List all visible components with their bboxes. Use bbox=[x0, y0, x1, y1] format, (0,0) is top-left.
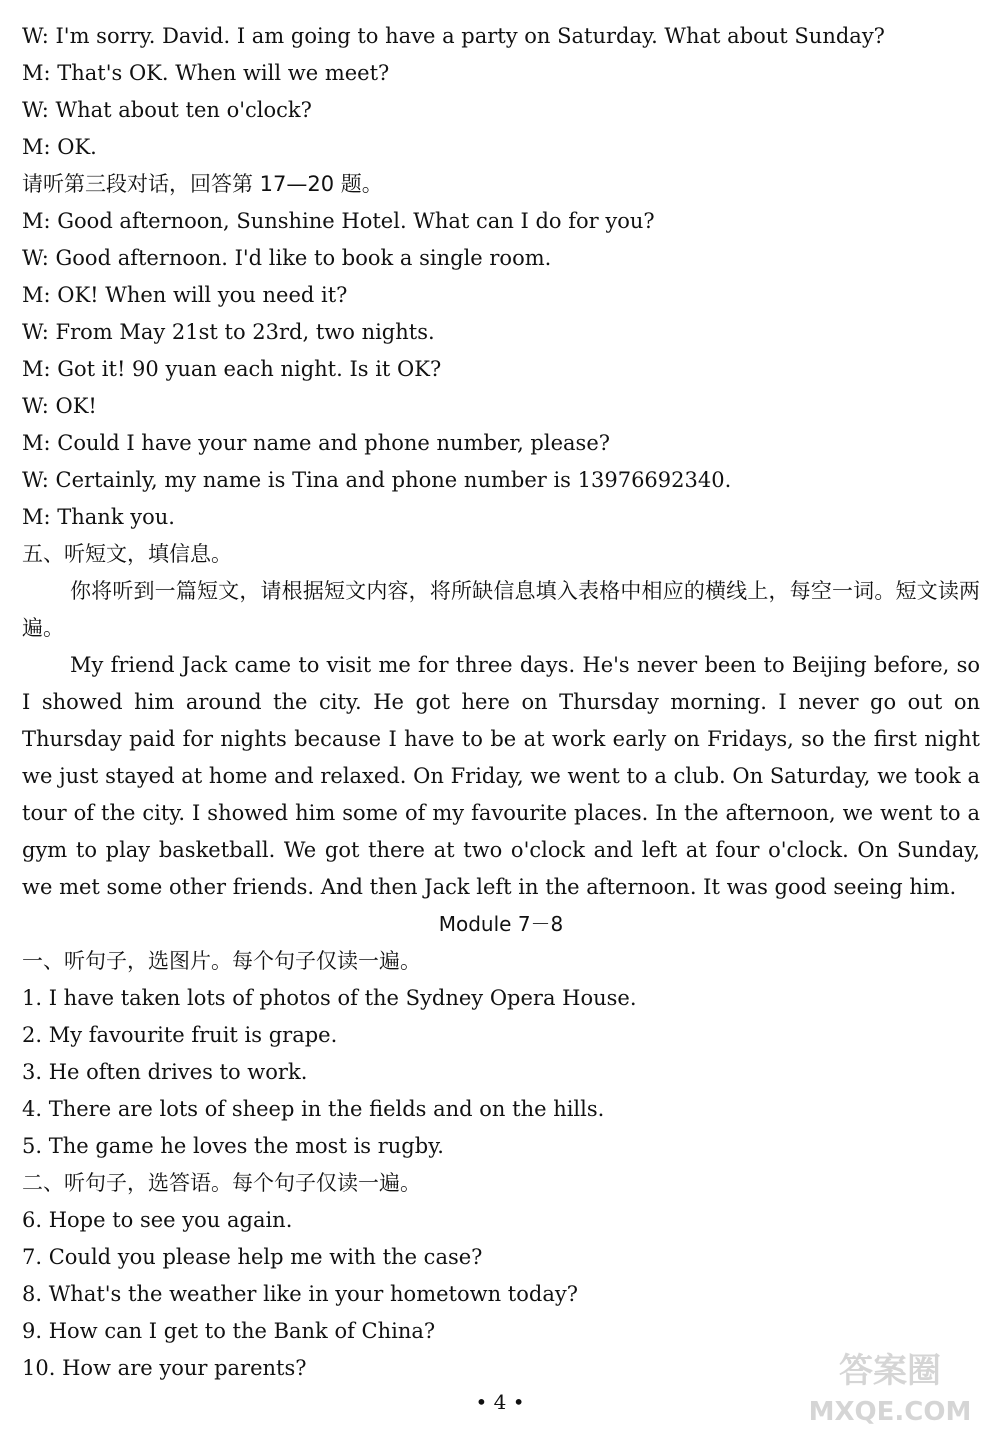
list-item: 1. I have taken lots of photos of the Sydney Opera House. bbox=[22, 986, 637, 1010]
dialogue-line: M: Good afternoon, Sunshine Hotel. What can I do for you? bbox=[22, 209, 655, 233]
section3-heading: 请听第三段对话，回答第 17—20 题。 bbox=[22, 172, 383, 196]
list-item: 7. Could you please help me with the case? bbox=[22, 1245, 483, 1269]
list-item: 9. How can I get to the Bank of China? bbox=[22, 1319, 436, 1343]
document-page bbox=[22, 18, 980, 1387]
dialogue-line: W: OK! bbox=[22, 394, 97, 418]
page-number: • 4 • bbox=[475, 1390, 525, 1414]
dialogue-line: M: OK! When will you need it? bbox=[22, 283, 348, 307]
list-item: 10. How are your parents? bbox=[22, 1356, 307, 1380]
watermark-logo bbox=[790, 1340, 990, 1430]
dialogue-line: M: That's OK. When will we meet? bbox=[22, 61, 390, 85]
dialogue-1 bbox=[22, 18, 980, 166]
list-item: 8. What's the weather like in your hometown today? bbox=[22, 1282, 578, 1306]
part1-heading: 一、听句子，选图片。每个句子仅读一遍。 bbox=[22, 949, 421, 973]
dialogue-line: M: Thank you. bbox=[22, 505, 175, 529]
part2-heading: 二、听句子，选答语。每个句子仅读一遍。 bbox=[22, 1171, 421, 1195]
part5-heading: 五、听短文，填信息。 bbox=[22, 542, 232, 566]
dialogue-line: M: OK. bbox=[22, 135, 97, 159]
dialogue-3 bbox=[22, 203, 980, 536]
dialogue-line: W: From May 21st to 23rd, two nights. bbox=[22, 320, 435, 344]
list-item: 3. He often drives to work. bbox=[22, 1060, 308, 1084]
watermark-bottom-text: MXQE.COM bbox=[808, 1397, 972, 1427]
watermark-top-text: 答案圈 bbox=[839, 1351, 941, 1391]
part5-passage: My friend Jack came to visit me for three days. He's never been to Beijing before, so I showed him around the city. He got here on Thursday morning. I never go out on Thursday paid for nights because I have to be at work early on Fridays, so the first night we just stayed at home and relaxed. On Friday, we went to a club. On Saturday, we took a tour of the city. I showed him some of my favourite places. In the afternoon, we went to a gym to play basketball. We got there at two o'clock and left at four o'clock. On Sunday, we met some other friends. And then Jack left in the afternoon. It was good seeing him. bbox=[22, 653, 980, 899]
dialogue-line: W: Good afternoon. I'd like to book a single room. bbox=[22, 246, 552, 270]
dialogue-line: M: Could I have your name and phone number, please? bbox=[22, 431, 610, 455]
dialogue-line: W: I'm sorry. David. I am going to have a party on Saturday. What about Sunday? bbox=[22, 24, 885, 48]
module-title: Module 7－8 bbox=[438, 912, 564, 936]
list-item: 4. There are lots of sheep in the fields and on the hills. bbox=[22, 1097, 605, 1121]
list-item: 5. The game he loves the most is rugby. bbox=[22, 1134, 444, 1158]
dialogue-line: W: What about ten o'clock? bbox=[22, 98, 312, 122]
list-item: 6. Hope to see you again. bbox=[22, 1208, 293, 1232]
part1-items bbox=[22, 980, 980, 1165]
list-item: 2. My favourite fruit is grape. bbox=[22, 1023, 338, 1047]
dialogue-line: W: Certainly, my name is Tina and phone number is 13976692340. bbox=[22, 468, 732, 492]
dialogue-line: M: Got it! 90 yuan each night. Is it OK? bbox=[22, 357, 442, 381]
part5-instruction: 你将听到一篇短文，请根据短文内容，将所缺信息填入表格中相应的横线上，每空一词。短文读两遍。 bbox=[22, 579, 980, 640]
